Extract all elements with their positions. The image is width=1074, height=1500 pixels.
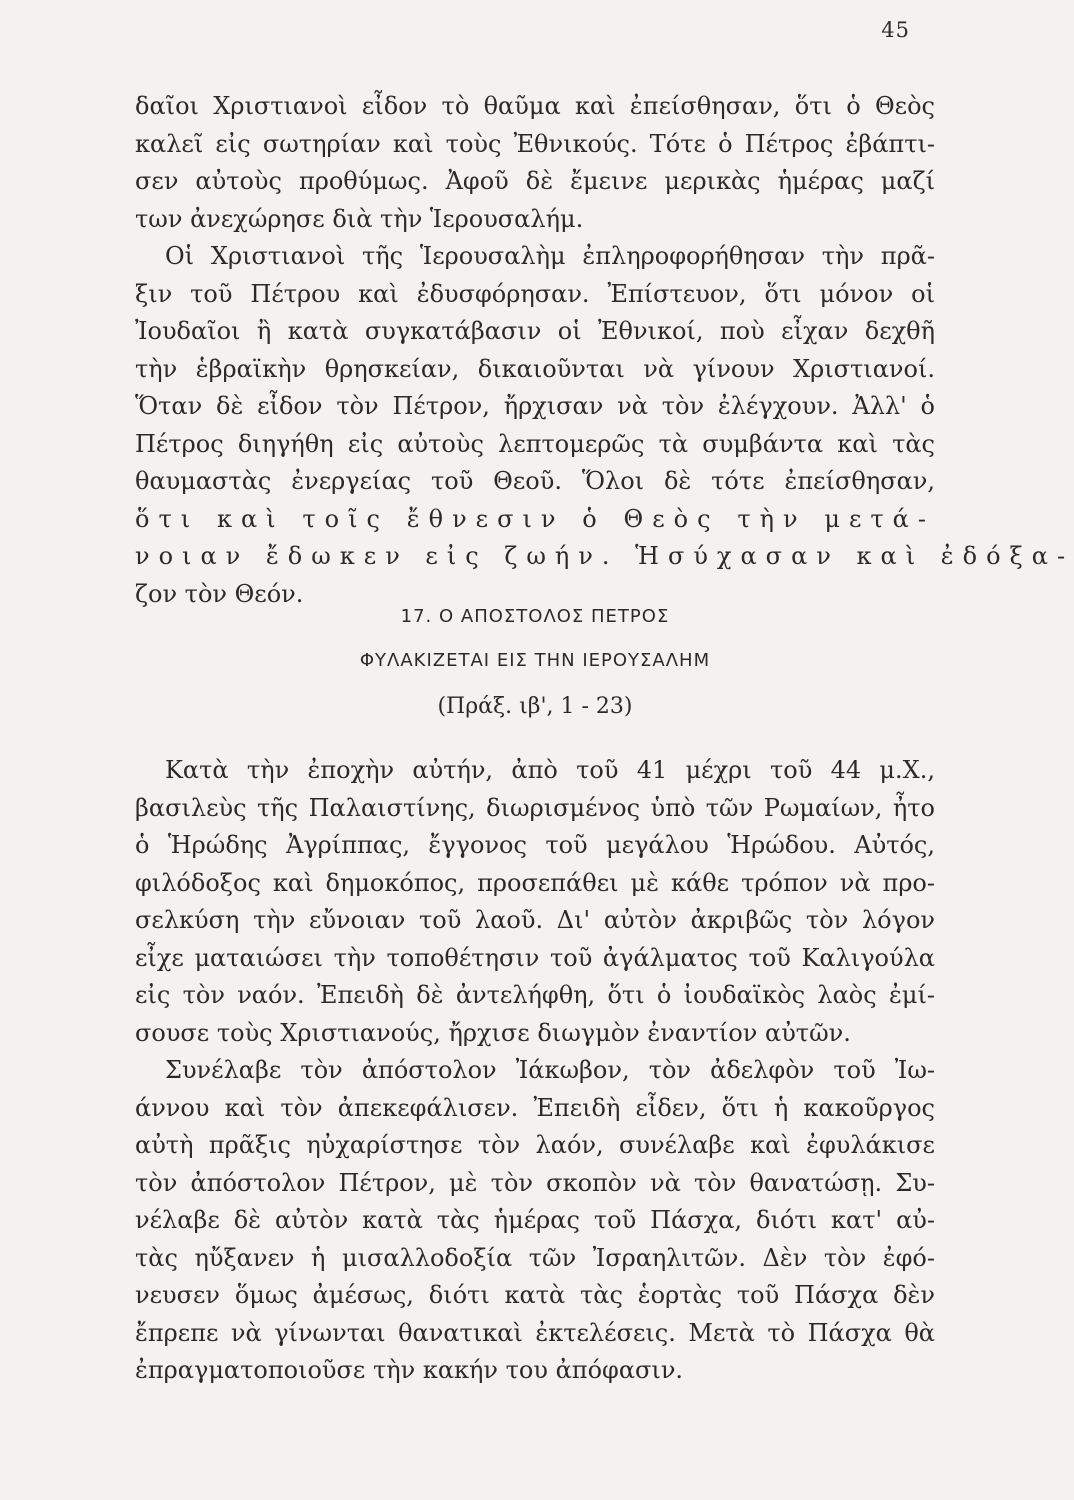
text-line: των ἀνεχώρησε διὰ τὴν Ἱερουσαλήμ. (135, 204, 584, 233)
text-line-spaced: ὅτι καὶ τοῖς ἔθνεσιν ὁ Θεὸς τὴν μετά- (135, 504, 935, 533)
text-line: Κατὰ τὴν ἐποχὴν αὐτήν, ἀπὸ τοῦ 41 μέχρι τοῦ 44 μ.Χ., (165, 756, 935, 784)
page-number: 45 (881, 18, 910, 42)
text-line: Ὅταν δὲ εἶδον τὸν Πέτρον, ἤρχισαν νὰ τὸν ἐλέγχουν. Ἀλλ' ὁ (135, 392, 935, 420)
text-line: νευσεν ὅμως ἀμέσως, διότι κατὰ τὰς ἑορτὰς τοῦ Πάσχα δὲν (135, 1281, 935, 1309)
text-line: σεν αὐτοὺς προθύμως. Ἀφοῦ δὲ ἔμεινε μερικὰς ἡμέρας μαζί (135, 167, 935, 195)
section-title-line-2: ΦΥΛΑΚΙΖΕΤΑΙ ΕΙΣ ΤΗΝ ΙΕΡΟΥΣΑΛΗΜ (359, 650, 711, 671)
text-line: τὴν ἑβραϊκὴν θρησκείαν, δικαιοῦνται νὰ γίνουν Χριστιανοί. (135, 354, 935, 383)
text-line: Συνέλαβε τὸν ἀπόστολον Ἰάκωβον, τὸν ἀδελφὸν τοῦ Ἰω- (165, 1056, 935, 1084)
section-title-line-1: 17. Ο ΑΠΟΣΤΟΛΟΣ ΠΕΤΡΟΣ (400, 606, 670, 627)
text-line: αὐτὴ πρᾶξις ηὐχαρίστησε τὸν λαόν, συνέλαβε καὶ ἐφυλάκισε (135, 1131, 935, 1159)
text-line: καλεῖ εἰς σωτηρίαν καὶ τοὺς Ἐθνικούς. Τότε ὁ Πέτρος ἐβάπτι- (135, 129, 935, 158)
text-line: εἶχε ματαιώσει τὴν τοποθέτησιν τοῦ ἀγάλματος τοῦ Καλιγούλα (135, 943, 935, 972)
text-line: δαῖοι Χριστιανοὶ εἶδον τὸ θαῦμα καὶ ἐπείσθησαν, ὅτι ὁ Θεὸς (135, 92, 935, 120)
text-line: φιλόδοξος καὶ δημοκόπος, προσεπάθει μὲ κάθε τρόπον νὰ προ- (135, 868, 935, 897)
text-line: σελκύση τὴν εὔνοιαν τοῦ λαοῦ. Δι' αὐτὸν ἀκριβῶς τὸν λόγον (135, 906, 935, 934)
text-line-spaced: νοιαν ἔδωκεν εἰς ζωήν. Ἡσύχασαν καὶ ἐδόξα- (135, 542, 1074, 570)
text-line: Οἱ Χριστιανοὶ τῆς Ἱερουσαλὴμ ἐπληροφορήθησαν τὴν πρᾶ- (165, 242, 935, 270)
text-line: ὁ Ἡρώδης Ἀγρίππας, ἔγγονος τοῦ μεγάλου Ἡρώδου. Αὐτός, (135, 831, 935, 859)
paragraph-block-1 (135, 88, 1074, 613)
text-line: άννου καὶ τὸν ἀπεκεφάλισεν. Ἐπειδὴ εἶδεν, ὅτι ἡ κακοῦργος (135, 1093, 935, 1122)
text-line: εἰς τὸν ναόν. Ἐπειδὴ δὲ ἀντελήφθη, ὅτι ὁ ἰουδαϊκὸς λαὸς ἐμί- (135, 981, 935, 1009)
text-line: Ἰουδαῖοι ἢ κατὰ συγκατάβασιν οἱ Ἐθνικοί, ποὺ εἶχαν δεχθῆ (135, 317, 935, 345)
text-line: τὰς ηὔξανεν ἡ μισαλλοδοξία τῶν Ἰσραηλιτῶν. Δὲν τὸν ἐφό- (135, 1243, 935, 1272)
text-line: βασιλεὺς τῆς Παλαιστίνης, διωρισμένος ὑπὸ τῶν Ρωμαίων, ἦτο (135, 793, 935, 822)
scripture-reference: (Πράξ. ιβ', 1 - 23) (437, 694, 633, 719)
text-line: ἐπραγματοποιοῦσε τὴν κακήν του ἀπόφασιν. (135, 1356, 684, 1384)
text-line: ἔπρεπε νὰ γίνωνται θανατικαὶ ἐκτελέσεις. Μετὰ τὸ Πάσχα θὰ (135, 1318, 935, 1347)
text-line: ξιν τοῦ Πέτρου καὶ ἐδυσφόρησαν. Ἐπίστευον, ὅτι μόνον οἱ (135, 279, 935, 308)
text-line: Πέτρος διηγήθη εἰς αὐτοὺς λεπτομερῶς τὰ συμβάντα καὶ τὰς (135, 429, 935, 458)
text-line: σουσε τοὺς Χριστιανούς, ἤρχισε διωγμὸν ἐναντίον αὐτῶν. (135, 1018, 851, 1047)
text-line: ζον τὸν Θεόν. (135, 579, 304, 608)
text-line: θαυμαστὰς ἐνεργείας τοῦ Θεοῦ. Ὅλοι δὲ τότε ἐπείσθησαν, (135, 467, 935, 495)
paragraph-block-2 (135, 752, 935, 1390)
text-line: νέλαβε δὲ αὐτὸν κατὰ τὰς ἡμέρας τοῦ Πάσχα, διότι κατ' αὐ- (135, 1206, 935, 1234)
text-line: τὸν ἀπόστολον Πέτρον, μὲ τὸν σκοπὸν νὰ τὸν θανατώσῃ. Συ- (135, 1168, 935, 1197)
